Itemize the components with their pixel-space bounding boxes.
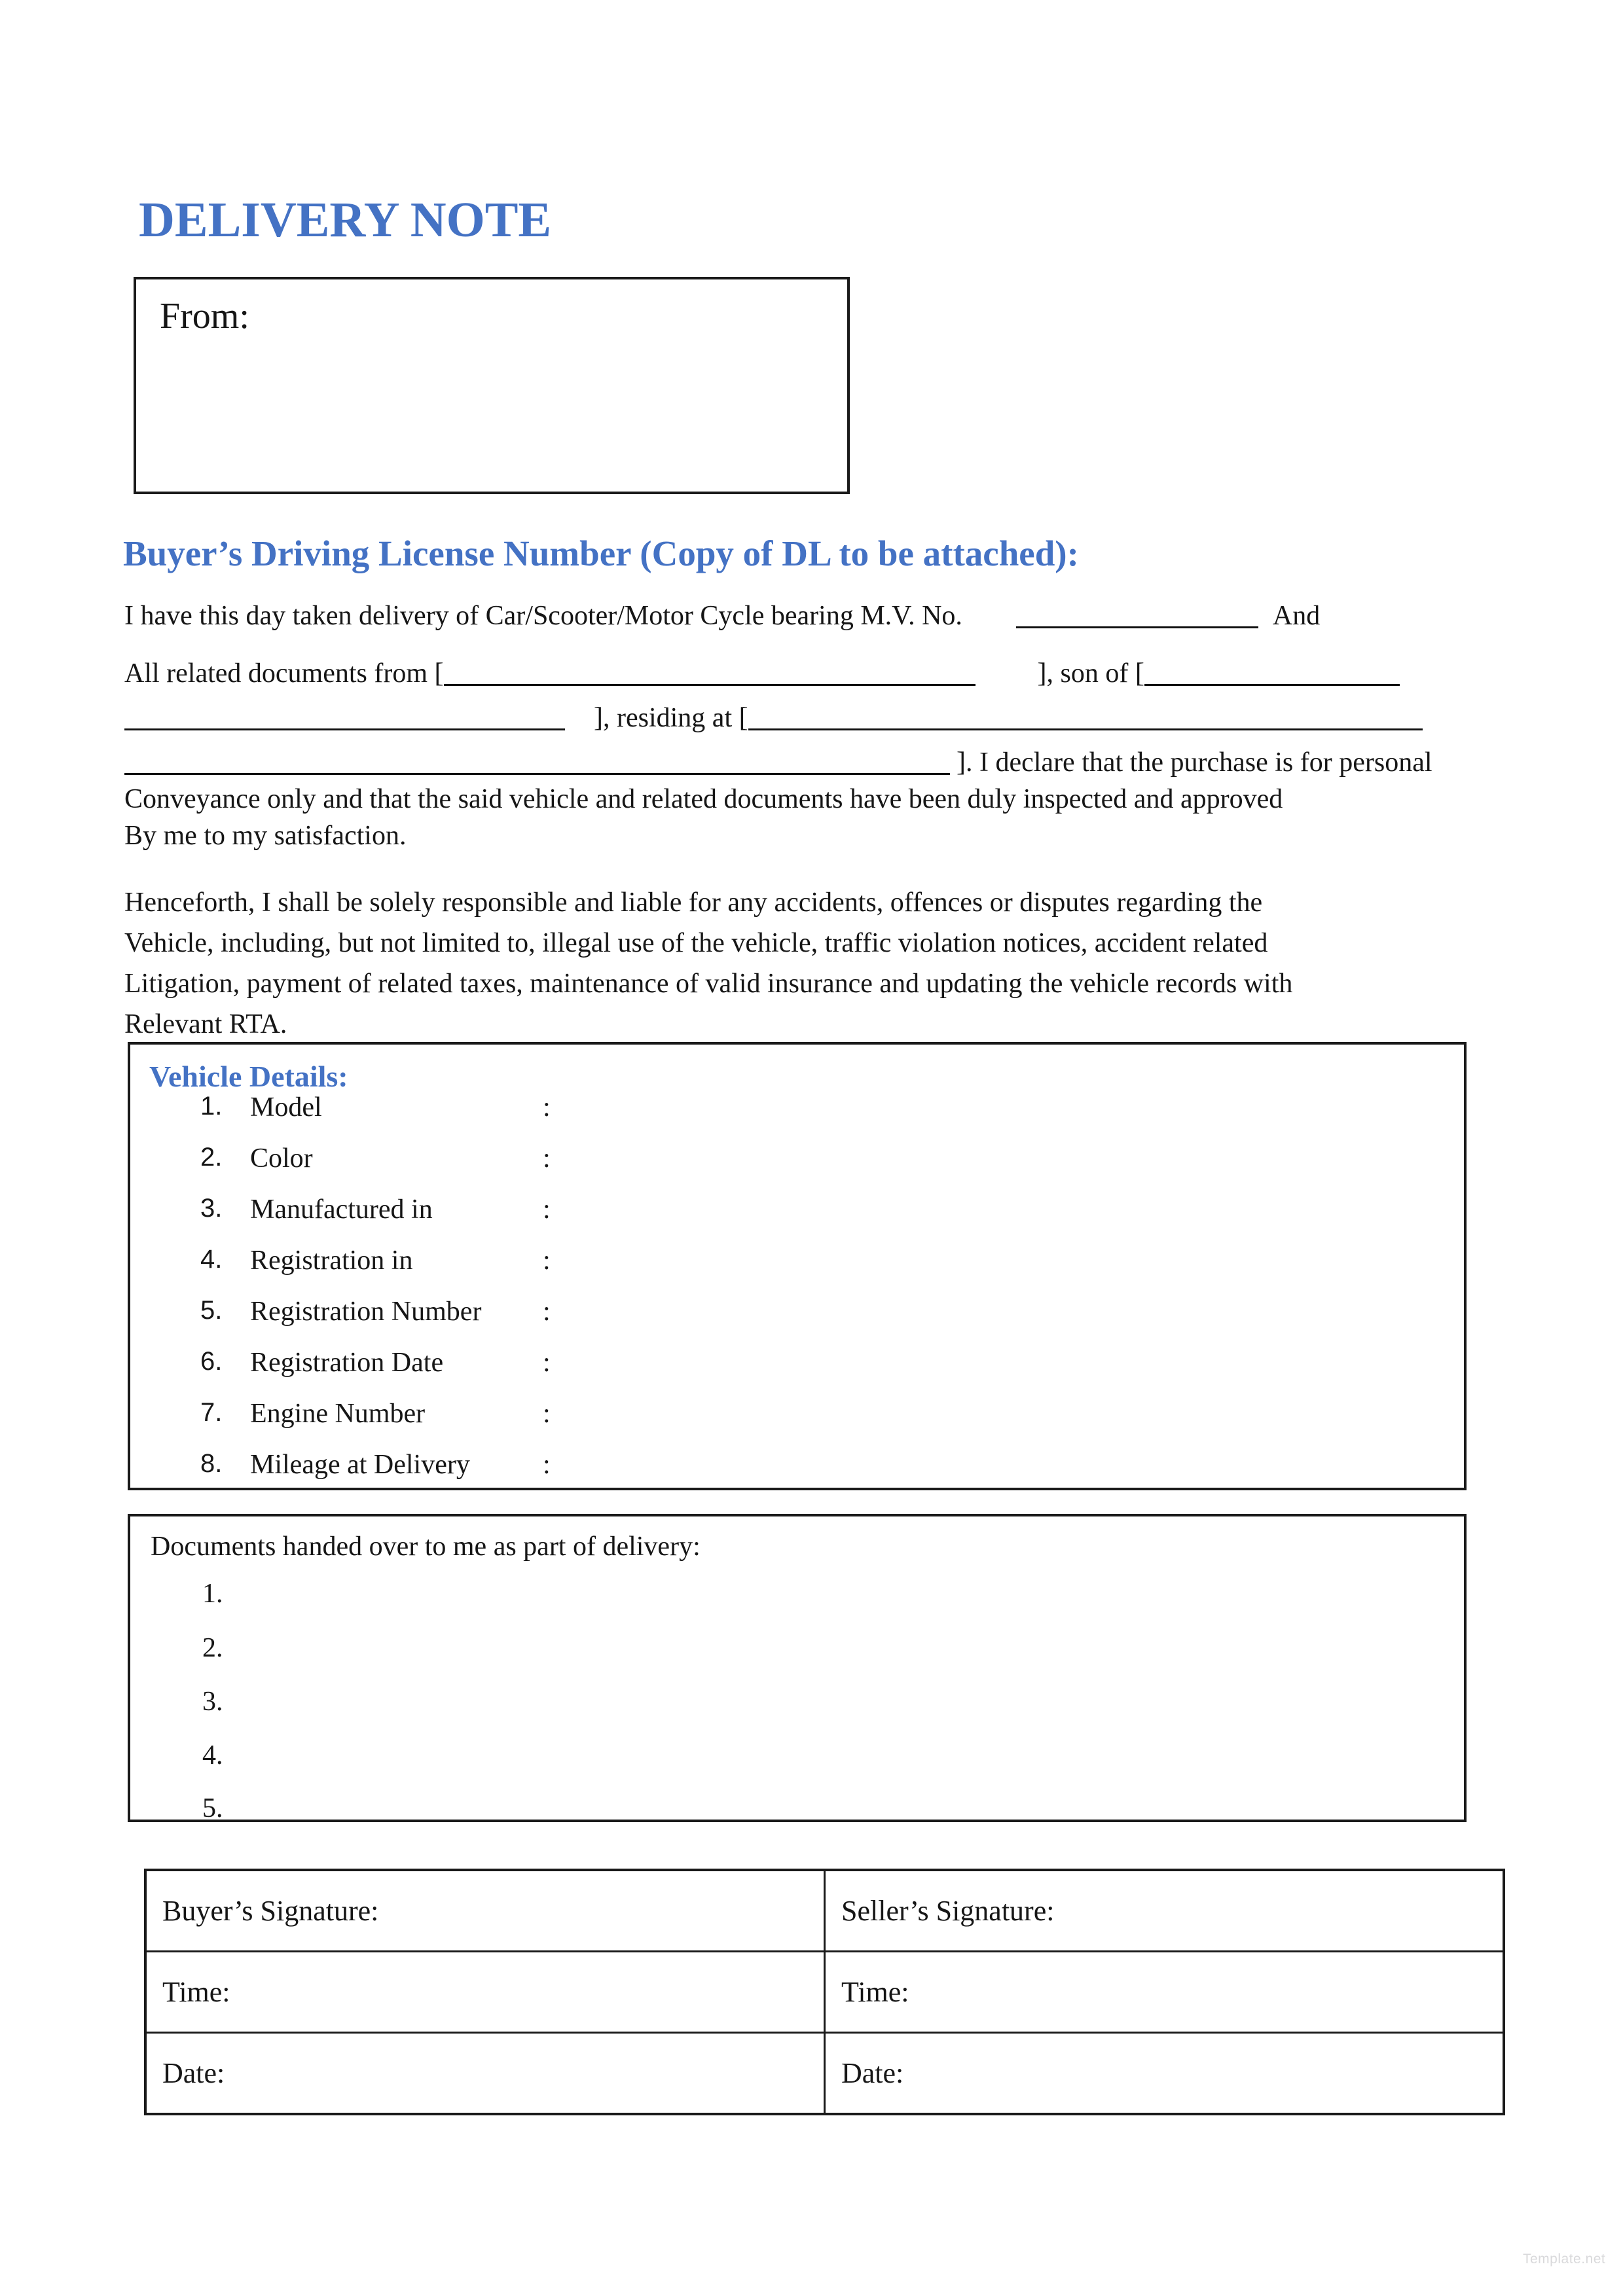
vehicle-row-model	[130, 1092, 1464, 1126]
liability-line-1: Henceforth, I shall be solely responsible and liable for any accidents, offences or disputes regarding the	[124, 888, 1263, 918]
buyers-signature-cell: Buyer’s Signature:	[145, 1870, 825, 1952]
liability-line-3: Litigation, payment of related taxes, maintenance of valid insurance and updating the vehicle records with	[124, 969, 1293, 999]
vehicle-row-colon: :	[543, 1246, 551, 1276]
documents-item-number: 2.	[202, 1633, 223, 1663]
vehicle-row-colon: :	[543, 1450, 551, 1480]
vehicle-row-mileage	[130, 1449, 1464, 1483]
seller-time-cell: Time:	[825, 1952, 1504, 2033]
buyer-time-cell: Time:	[145, 1952, 825, 2033]
buyers-dl-heading: Buyer’s Driving License Number (Copy of DL to be attached):	[123, 533, 1079, 573]
declaration-line-5: Conveyance only and that the said vehicle and related documents have been duly inspected and approved	[124, 784, 1283, 814]
blank-address-cont	[124, 773, 950, 775]
vehicle-row-colon: :	[543, 1297, 551, 1327]
vehicle-row-color	[130, 1143, 1464, 1177]
vehicle-row-label: Model	[250, 1092, 322, 1122]
documents-item-number: 1.	[202, 1579, 223, 1609]
signature-row	[145, 1870, 1504, 1952]
buyer-date-cell: Date:	[145, 2033, 825, 2115]
vehicle-row-number: 8.	[200, 1449, 223, 1478]
vehicle-row-label: Registration Number	[250, 1297, 482, 1327]
documents-item-number: 3.	[202, 1687, 223, 1717]
vehicle-row-colon: :	[543, 1399, 551, 1429]
blank-address	[748, 728, 1423, 730]
declaration-line2-text: All related documents from [	[124, 658, 444, 689]
vehicle-row-number: 3.	[200, 1194, 223, 1223]
vehicle-row-label: Registration in	[250, 1246, 413, 1276]
sellers-signature-cell: Seller’s Signature:	[825, 1870, 1504, 1952]
vehicle-row-colon: :	[543, 1348, 551, 1378]
declaration-line1-and: And	[1272, 601, 1321, 631]
blank-mv-no	[1016, 626, 1258, 628]
signature-table	[144, 1869, 1505, 2115]
documents-item-number: 5.	[202, 1793, 223, 1823]
declaration-line-1	[124, 600, 1320, 632]
declaration-line-3	[124, 702, 1423, 734]
documents-item-number: 4.	[202, 1740, 223, 1770]
vehicle-row-registration-in	[130, 1245, 1464, 1279]
vehicle-details-heading: Vehicle Details:	[149, 1060, 348, 1093]
declaration-line2-mid: ], son of [	[1037, 658, 1144, 689]
vehicle-row-colon: :	[543, 1194, 551, 1225]
seller-date-cell: Date:	[825, 2033, 1504, 2115]
blank-seller-name	[444, 684, 976, 686]
vehicle-details-box	[128, 1042, 1467, 1490]
vehicle-row-manufactured-in	[130, 1194, 1464, 1228]
time-row	[145, 1952, 1504, 2033]
from-label: From:	[160, 296, 249, 336]
blank-father-name	[1144, 684, 1400, 686]
documents-box	[128, 1514, 1467, 1822]
vehicle-row-colon: :	[543, 1143, 551, 1174]
vehicle-row-number: 7.	[200, 1398, 223, 1427]
liability-line-4: Relevant RTA.	[124, 1009, 287, 1039]
vehicle-row-label: Registration Date	[250, 1348, 444, 1378]
vehicle-row-engine-number	[130, 1398, 1464, 1432]
vehicle-row-number: 6.	[200, 1347, 223, 1376]
documents-heading: Documents handed over to me as part of delivery:	[151, 1532, 701, 1562]
declaration-line-4	[124, 746, 1432, 779]
vehicle-row-number: 4.	[200, 1245, 223, 1274]
vehicle-row-label: Manufactured in	[250, 1194, 433, 1225]
blank-father-name-cont	[124, 728, 565, 730]
vehicle-row-registration-date	[130, 1347, 1464, 1381]
date-row	[145, 2033, 1504, 2115]
liability-line-2: Vehicle, including, but not limited to, illegal use of the vehicle, traffic violation notices, accident related	[124, 928, 1268, 958]
vehicle-row-label: Engine Number	[250, 1399, 426, 1429]
vehicle-row-number: 5.	[200, 1296, 223, 1325]
declaration-line-6: By me to my satisfaction.	[124, 821, 407, 851]
vehicle-row-label: Color	[250, 1143, 313, 1174]
declaration-line1-text: I have this day taken delivery of Car/Scooter/Motor Cycle bearing M.V. No.	[124, 601, 962, 631]
from-box	[134, 277, 850, 494]
vehicle-row-number: 2.	[200, 1143, 223, 1172]
template-net-watermark: Template.net	[1523, 2251, 1606, 2267]
vehicle-row-colon: :	[543, 1092, 551, 1122]
declaration-line3-mid: ], residing at [	[594, 703, 748, 733]
declaration-line-2	[124, 657, 1400, 690]
vehicle-row-number: 1.	[200, 1092, 223, 1121]
vehicle-row-registration-number	[130, 1296, 1464, 1330]
vehicle-row-label: Mileage at Delivery	[250, 1450, 470, 1480]
page-title: DELIVERY NOTE	[139, 192, 552, 247]
declaration-line4-end: ]. I declare that the purchase is for personal	[957, 747, 1432, 778]
